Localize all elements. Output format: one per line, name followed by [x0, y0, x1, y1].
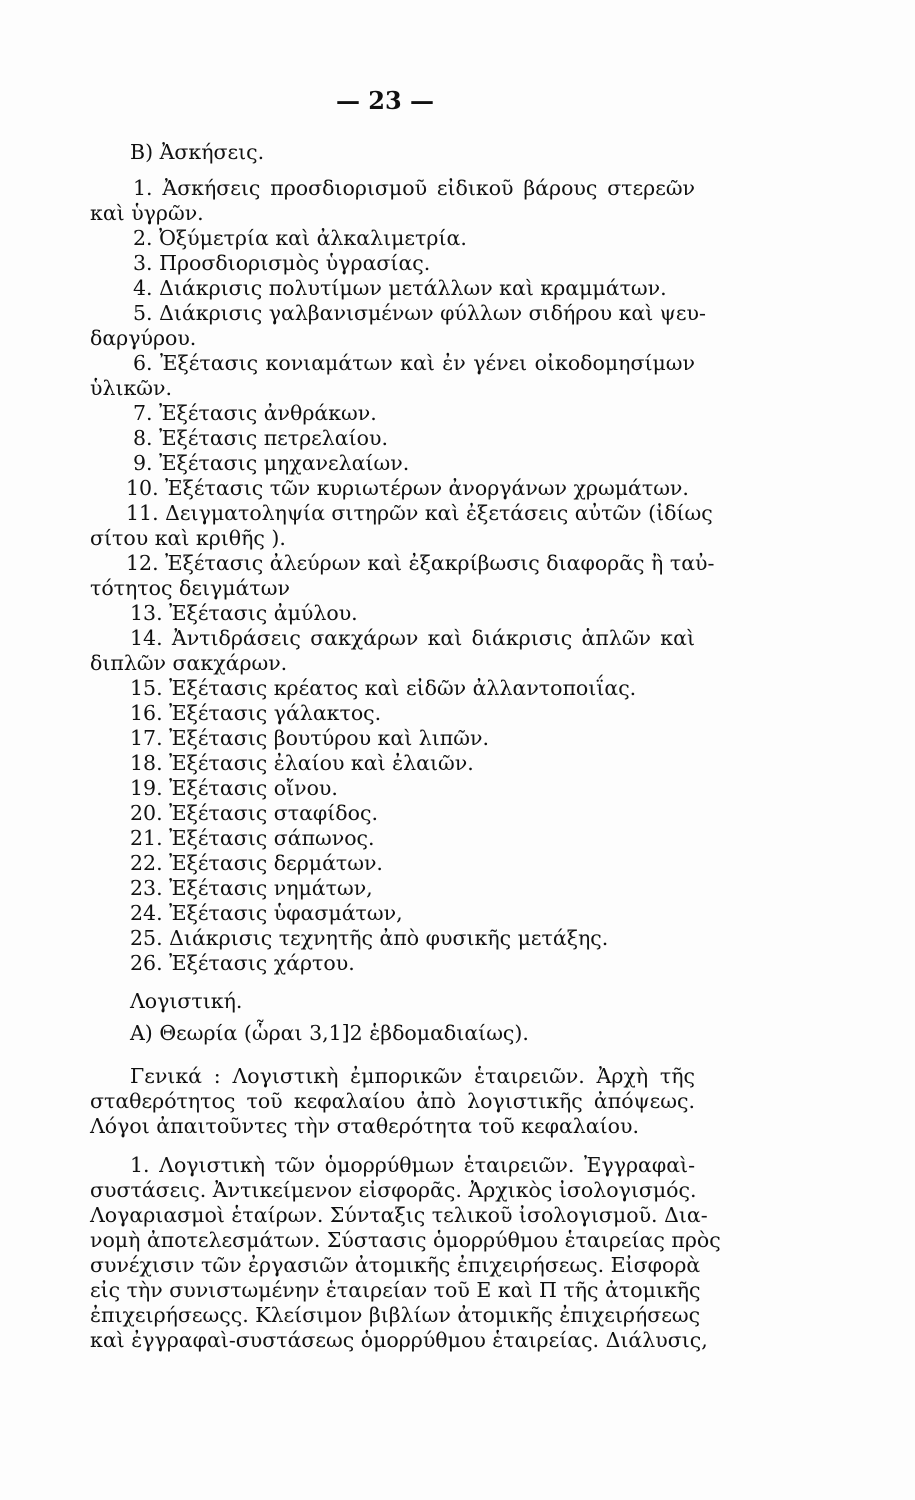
section1-para-line8: καὶ ἐγγραφαὶ-συστάσεως ὁμορρύθμου ἑταιρείας. Διάλυσις,	[90, 1328, 708, 1352]
exercise-6-line2: ὑλικῶν.	[90, 376, 172, 400]
exercise-14-line1: 14. Ἀντιδράσεις σακχάρων καὶ διάκρισις ἁπλῶν καὶ	[130, 626, 695, 650]
exercise-5-line1: 5. Διάκρισις γαλβανισμένων φύλλων σιδήρου καὶ ψευ-	[133, 301, 706, 325]
general-para-line3: Λόγοι ἀπαιτοῦντες τὴν σταθερότητα τοῦ κεφαλαίου.	[90, 1114, 640, 1138]
exercise-2: 2. Ὀξύμετρία καὶ ἀλκαλιμετρία.	[133, 226, 467, 250]
section-heading-exercises: Β) Ἀσκήσεις.	[130, 140, 265, 164]
section1-para-line3: Λογαριασμοὶ ἑταίρων. Σύνταξις τελικοῦ ἰσολογισμοῦ. Δια-	[90, 1203, 708, 1227]
exercise-23: 23. Ἐξέτασις νημάτων,	[130, 876, 373, 900]
exercise-5-line2: δαργύρου.	[90, 326, 197, 350]
exercise-26: 26. Ἐξέτασις χάρτου.	[130, 951, 355, 975]
exercise-16: 16. Ἐξέτασις γάλακτος.	[130, 701, 382, 725]
exercise-7: 7. Ἐξέτασις ἀνθράκων.	[133, 401, 377, 425]
exercise-12-line1: 12. Ἐξέτασις ἀλεύρων καὶ ἐξακρίβωσις διαφορᾶς ἢ ταὐ-	[126, 551, 715, 575]
exercise-14-line2: διπλῶν σακχάρων.	[90, 651, 288, 675]
page-number: — 23 —	[335, 86, 435, 115]
exercise-4: 4. Διάκρισις πολυτίμων μετάλλων καὶ κραμμάτων.	[133, 276, 667, 300]
exercise-19: 19. Ἐξέτασις οἴνου.	[130, 776, 338, 800]
exercise-11-line1: 11. Δειγματοληψία σιτηρῶν καὶ ἐξετάσεις αὐτῶν (ἰδίως	[126, 501, 713, 525]
general-para-line1: Γενικά : Λογιστικὴ ἐμπορικῶν ἑταιρειῶν. Ἀρχὴ τῆς	[130, 1064, 695, 1088]
general-para-line2: σταθερότητος τοῦ κεφαλαίου ἀπὸ λογιστικῆς ἀπόψεως.	[90, 1089, 695, 1113]
exercise-1-line2: καὶ ὑγρῶν.	[90, 201, 204, 225]
exercise-3: 3. Προσδιορισμὸς ὑγρασίας.	[133, 251, 431, 275]
exercise-20: 20. Ἐξέτασις σταφίδος.	[130, 801, 378, 825]
section1-para-line1: 1. Λογιστικὴ τῶν ὁμορρύθμων ἑταιρειῶν. Ἐγγραφαὶ-	[130, 1153, 695, 1177]
section1-para-line2: συστάσεις. Ἀντικείμενον εἰσφορᾶς. Ἀρχικὸς ἰσολογισμός.	[90, 1178, 697, 1202]
exercise-24: 24. Ἐξέτασις ὑφασμάτων,	[130, 901, 403, 925]
exercise-22: 22. Ἐξέτασις δερμάτων.	[130, 851, 383, 875]
exercise-10: 10. Ἐξέτασις τῶν κυριωτέρων ἀνοργάνων χρωμάτων.	[126, 476, 689, 500]
section1-para-line6: εἰς τὴν συνιστωμένην ἑταιρείαν τοῦ Ε καὶ Π τῆς ἀτομικῆς	[90, 1278, 701, 1302]
section1-para-line7: ἐπιχειρήσεωςς. Κλείσιμον βιβλίων ἀτομικῆς ἐπιχειρήσεως	[90, 1303, 701, 1327]
section1-para-line4: νομὴ ἀποτελεσμάτων. Σύστασις ὁμορρύθμου ἑταιρείας πρὸς	[90, 1228, 721, 1252]
exercise-25: 25. Διάκρισις τεχνητῆς ἀπὸ φυσικῆς μετάξης.	[130, 926, 609, 950]
exercise-21: 21. Ἐξέτασις σάπωνος.	[130, 826, 375, 850]
exercise-8: 8. Ἐξέτασις πετρελαίου.	[133, 426, 388, 450]
section-heading-accounting: Λογιστική.	[130, 989, 243, 1013]
exercise-18: 18. Ἐξέτασις ἐλαίου καὶ ἐλαιῶν.	[130, 751, 474, 775]
exercise-15: 15. Ἐξέτασις κρέατος καὶ εἰδῶν ἀλλαντοποιΐας.	[130, 676, 637, 700]
section-heading-theory: Α) Θεωρία (ὧραι 3,1]2 ἑβδομαδιαίως).	[130, 1021, 529, 1045]
exercise-6-line1: 6. Ἐξέτασις κονιαμάτων καὶ ἐν γένει οἰκοδομησίμων	[133, 351, 695, 375]
exercise-17: 17. Ἐξέτασις βουτύρου καὶ λιπῶν.	[130, 726, 489, 750]
exercise-12-line2: τότητος δειγμάτων	[90, 576, 290, 600]
exercise-13: 13. Ἐξέτασις ἀμύλου.	[130, 601, 358, 625]
exercise-9: 9. Ἐξέτασις μηχανελαίων.	[133, 451, 410, 475]
exercise-11-line2: σίτου καὶ κριθῆς ).	[90, 526, 286, 550]
exercise-1-line1: 1. Ἀσκήσεις προσδιορισμοῦ εἰδικοῦ βάρους στερεῶν	[133, 176, 695, 200]
section1-para-line5: συνέχισιν τῶν ἐργασιῶν ἀτομικῆς ἐπιχειρήσεως. Εἰσφορὰ	[90, 1253, 701, 1277]
